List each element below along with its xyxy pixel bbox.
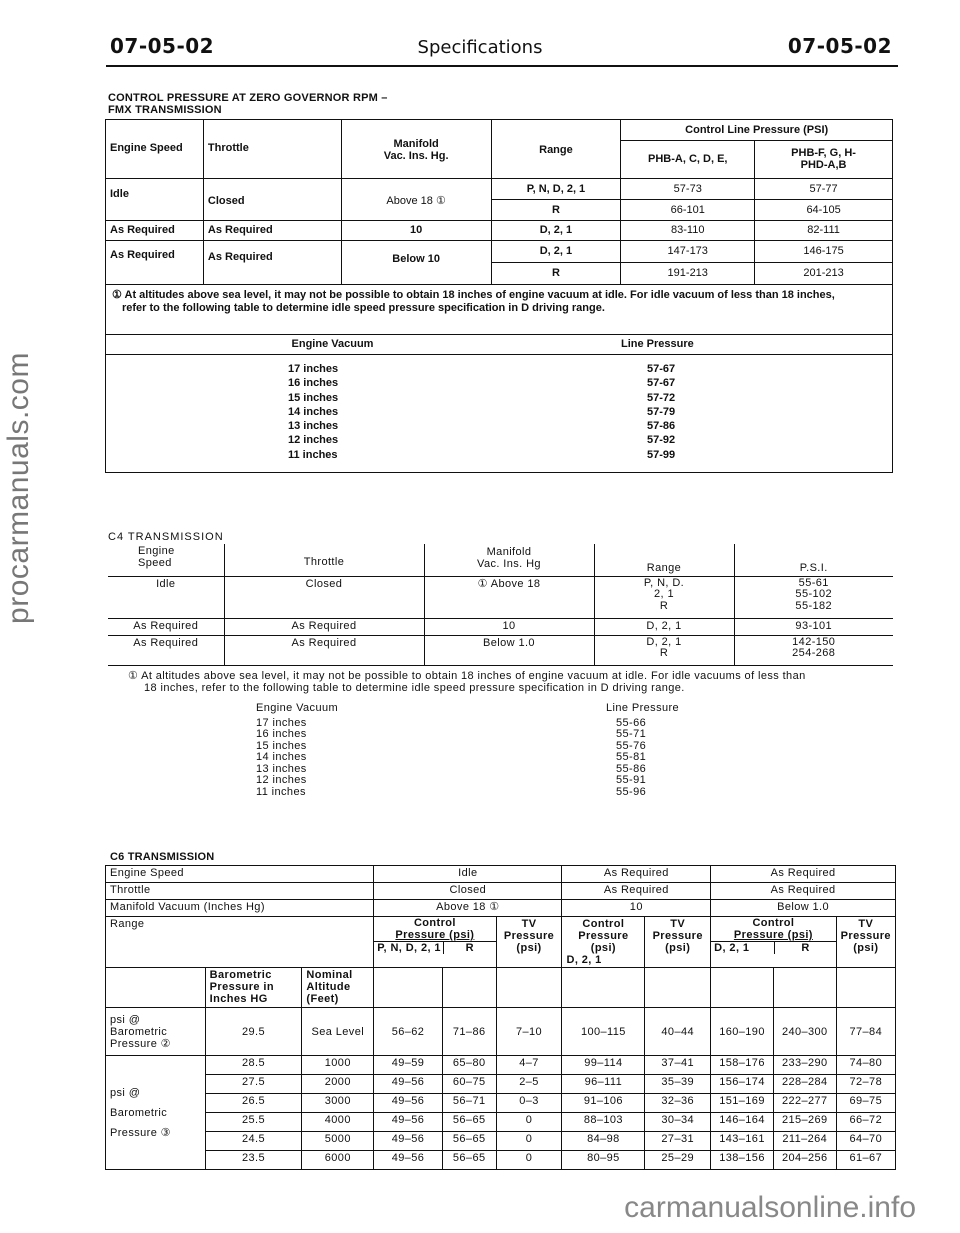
c4-h-engine: Engine Speed (108, 544, 224, 576)
table-row: 26.5 3000 49–56 56–71 0–3 91–106 32–36 151–169 222–277 69–75 (106, 1094, 896, 1113)
table-row: psi @ Barometric Pressure ③ 28.5 1000 49–59 65–80 4–7 99–114 37–41 158–176 233–290 74–80 (106, 1056, 896, 1075)
c6-control-header-2: Control Pressure (psi) D, 2, 1 (562, 917, 645, 968)
table-row: 25.5 4000 49–56 56–65 0 88–103 30–34 146–164 215–269 66–72 (106, 1113, 896, 1132)
table-row: 23.5 6000 49–56 56–65 0 80–95 25–29 138–156 204–256 61–67 (106, 1151, 896, 1170)
c4-h-throttle: Throttle (224, 544, 424, 576)
table-row: As Required As Required 10 D, 2, 1 93-101 (108, 618, 893, 635)
c4-vacuum-list: 17 inches 16 inches 15 inches 14 inches 13 inches 12 inches 11 inches (256, 716, 307, 798)
c6-h-alt: Nominal Altitude (Feet) (302, 968, 374, 1008)
c6-tv-header-2: TV Pressure (psi) (645, 917, 711, 968)
c6-label-range: Range (106, 917, 374, 968)
table-row: R 66-101 64-105 (106, 200, 893, 221)
table-row: 27.5 2000 49–56 60–75 2–5 96–111 35–39 156–174 228–284 72–78 (106, 1075, 896, 1094)
c6-label-engine: Engine Speed (106, 866, 374, 883)
page-title: Specifications (417, 37, 543, 58)
table-row: R 191-213 201-213 (106, 263, 893, 285)
c4-pressure-list: 55-66 55-71 55-76 55-81 55-86 55-91 55-96 (616, 716, 647, 798)
table-row: psi @ Barometric Pressure ② 29.5 Sea Level 56–62 71–86 7–10 100–115 40–44 160–190 240–300 77–84 (106, 1008, 896, 1056)
c4-table (108, 544, 893, 798)
fmx-h-range: Range (491, 120, 621, 179)
page-number-left: 07-05-02 (110, 34, 215, 58)
c4-h-range: Range (594, 544, 734, 576)
c6-tv-header-1: TV Pressure (psi) (496, 917, 562, 968)
c6-control-header-1: Control Pressure (psi) P, N, D, 2, 1 R (374, 917, 496, 968)
c6-label-throttle: Throttle (106, 883, 374, 900)
fmx-h-engine: Engine Speed (106, 120, 204, 179)
c6-psi-label-1: psi @ Barometric Pressure ② (106, 1008, 206, 1056)
table-row: Idle Closed ① Above 18 P, N, D. 2, 1 R 55-61 55-102 55-182 (108, 576, 893, 618)
c4-vac-table: Engine Vacuum Line Pressure 17 inches 16 inches 15 inches 14 inches 13 inches 12 inches 11 inches 55-66 55-71 55-76 55-81 55-86 55-91 55-96 (108, 694, 893, 799)
fmx-vac-header: Engine Vacuum Line Pressure (106, 335, 893, 355)
c6-control-header-3: Control Pressure (psi) D, 2, 1 R (711, 917, 836, 968)
c4-h-psi: P.S.I. (734, 544, 893, 576)
header-rule (106, 65, 898, 67)
table-row: As Required As Required 10 D, 2, 1 83-110 82-111 (106, 221, 893, 241)
table-row: Idle Closed Above 18 ① P, N, D, 2, 1 57-73 57-77 (106, 179, 893, 200)
side-watermark: procarmanuals.com (2, 352, 35, 624)
fmx-footnote: ① At altitudes above sea level, it may not be possible to obtain 18 inches of engine vacuum at idle. For idle vacuum of less than 18 inches, refer to the following table to determine idle speed pressure specification in D driving range. (106, 285, 893, 335)
fmx-pressure-list: 57-67 57-67 57-72 57-79 57-86 57-92 57-99 (647, 363, 676, 461)
page-number-right: 07-05-02 (787, 34, 892, 58)
c6-table: Engine Speed Idle As Required As Required Throttle Closed As Required As Required Manifold Vacuum (Inches Hg) Above 18 ① 10 Below 1.0 Range Control Pressure (psi) P, N, D, 2, 1 R TV Pressure (psi) Control Pressure (psi) D, 2, 1 TV Pressure (psi) Control Pressure (psi) D, 2, 1 R TV Pressure (psi) Barometric Pressure in Inches HG Nominal Altitude (Feet) psi @ Barometric Pressure ② 29.5 Sea Level 56–62 71–86 7–10 100–115 40–44 160–190 240–300 77–84 psi @ Barometric Pressure ③ 28.5 1000 49–59 65–80 4–7 99–114 37–41 158–176 233–290 74–80 27.5 2000 49–56 60–75 2–5 96–111 35–39 156–174 228–284 72–78 26.5 3000 49–56 56–71 0–3 91–106 32–36 151–169 222–277 69–75 25.5 4000 49–56 56–65 0 88–103 30–34 146–164 215–269 66–72 24.5 5000 49–56 56–65 0 84–98 27–31 143–161 211–264 64–70 23.5 6000 49–56 56–65 0 80–95 25–29 138–156 204–256 61–67 (105, 865, 896, 1170)
c4-footnote: ① At altitudes above sea level, it may not be possible to obtain 18 inches of engine vacuum at idle. For idle vacuums of less than 18 inches, refer to the following table to determine idle speed pressure specification in D driving range. (128, 669, 806, 694)
fmx-vac-table (106, 355, 893, 473)
c6-psi-label-2: psi @ Barometric Pressure ③ (106, 1056, 206, 1170)
fmx-vacuum-list: 17 inches 16 inches 15 inches 14 inches 13 inches 12 inches 11 inches (288, 363, 339, 461)
fmx-h-control: Control Line Pressure (PSI) (621, 120, 893, 141)
fmx-table (105, 119, 893, 473)
fmx-heading: CONTROL PRESSURE AT ZERO GOVERNOR RPM – FMX TRANSMISSION (108, 92, 388, 116)
fmx-h-throttle: Throttle (203, 120, 341, 179)
page-header (0, 28, 960, 68)
table-row: As Required As Required Below 10 D, 2, 1 147-173 146-175 (106, 241, 893, 263)
fmx-h-phb-a: PHB-A, C, D, E, (621, 141, 755, 179)
c6-label-manifold: Manifold Vacuum (Inches Hg) (106, 900, 374, 917)
fmx-h-manifold: Manifold Vac. Ins. Hg. (341, 120, 491, 179)
c4-h-manifold: Manifold Vac. Ins. Hg (424, 544, 594, 576)
c4-heading: C4 TRANSMISSION (108, 531, 224, 543)
bottom-watermark: carmanualsonline.info (624, 1191, 916, 1224)
c6-tv-header-3: TV Pressure (psi) (836, 917, 895, 968)
c6-heading: C6 TRANSMISSION (110, 851, 215, 863)
c6-h-baro: Barometric Pressure in Inches HG (205, 968, 302, 1008)
table-row: As Required As Required Below 1.0 D, 2, 1 R 142-150 254-268 (108, 635, 893, 665)
table-row: 24.5 5000 49–56 56–65 0 84–98 27–31 143–161 211–264 64–70 (106, 1132, 896, 1151)
fmx-h-phb-f: PHB-F, G, H- PHD-A,B (755, 141, 893, 179)
